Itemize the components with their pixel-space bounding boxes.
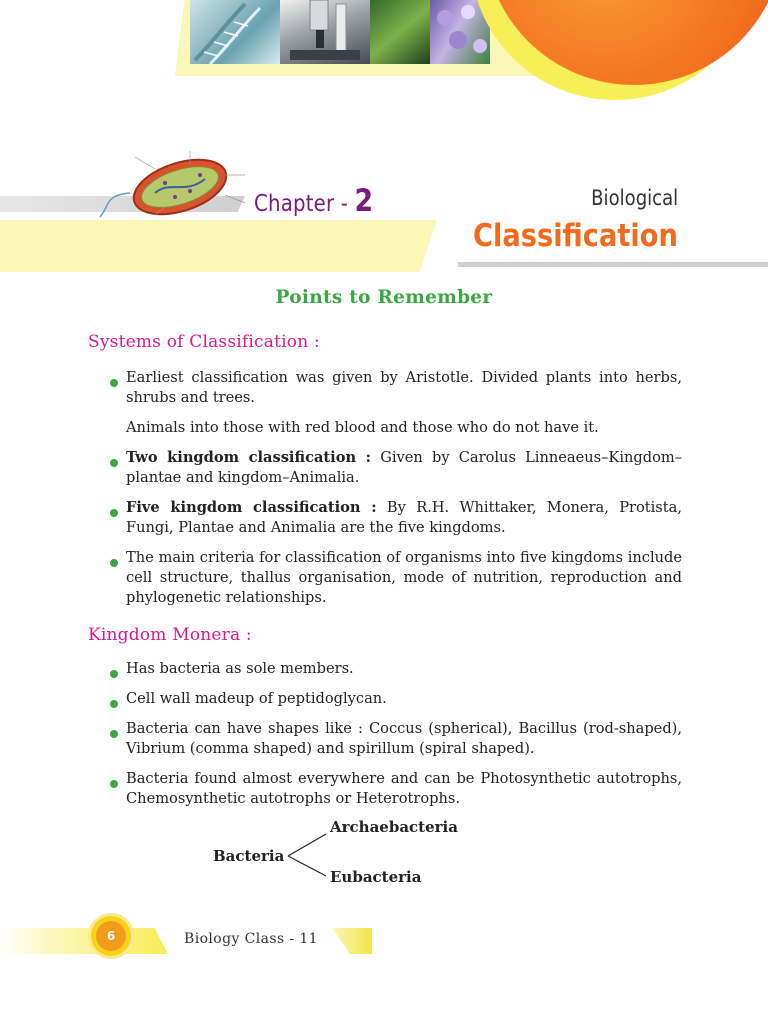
monera-list [110,659,682,809]
bullet-icon [110,700,118,708]
bullet-icon [110,559,118,567]
bullet-icon [110,379,118,387]
list-item [110,689,682,709]
section-heading-monera: Kingdom Monera : [88,625,252,645]
bullet-icon [110,670,118,678]
tree-branch-top-label: Archaebacteria [330,818,458,836]
page-number-badge [88,913,134,959]
term-bold: Five kingdom classification : [126,499,377,516]
list-item-text: Bacteria can have shapes like : Coccus (spherical), Bacillus (rod-shaped), Vibrium (comma shaped) and spirillum (spiral shaped). [126,720,682,757]
tree-root-label: Bacteria [213,847,285,865]
footer-band-right [332,928,372,954]
list-item [110,368,682,408]
points-heading: Points to Remember [275,287,493,308]
chapter-label [254,183,373,219]
list-item-text: Cell wall madeup of peptidoglycan. [126,690,387,707]
list-item-text: Earliest classification was given by Aristotle. Divided plants into herbs, shrubs and trees. [126,369,682,406]
list-item-text: Bacteria found almost everywhere and can be Photosynthetic autotrophs, Chemosynthetic autotrophs or Heterotrophs. [126,770,682,807]
tree-branch-bottom-label: Eubacteria [330,868,422,886]
list-item [110,498,682,538]
chapter-title-line2: Classification [473,218,678,254]
list-item-text: By R.H. Whittaker, Monera, Protista, Fungi, Plantae and Animalia are the five kingdoms. [126,499,682,536]
title-underline [458,262,768,267]
footer-band-left [0,928,168,954]
list-item [110,659,682,679]
list-item-text: Given by Carolus Linneaeus–Kingdom–plantae and kingdom–Animalia. [126,449,682,486]
term-bold: Two kingdom classification : [126,449,372,466]
bacterial-cell-illustration [95,145,265,225]
plants-image [370,0,430,64]
list-item-text: Has bacteria as sole members. [126,660,354,677]
bullet-icon [110,509,118,517]
list-item [110,719,682,759]
bullet-icon [110,730,118,738]
chapter-yellow-band [0,220,437,272]
footer-book-title: Biology Class - 11 [184,931,318,947]
list-item [110,548,682,608]
chapter-number: 2 [354,183,374,219]
list-item-note: Animals into those with red blood and those who do not have it. [126,419,599,436]
list-item [110,448,682,488]
systems-list [110,368,682,608]
bullet-icon [110,780,118,788]
chapter-title-line1: Biological [590,186,678,210]
bullet-icon [110,459,118,467]
list-item [110,769,682,809]
header-photo-strip [190,0,490,64]
page-number: 6 [96,921,126,951]
tree-branch-lines [286,832,330,878]
chapter-prefix: Chapter - [254,191,355,217]
microscope-image [280,0,370,64]
dna-helix-image [190,0,280,64]
section-heading-systems: Systems of Classification : [88,332,320,352]
list-item-text: The main criteria for classification of organisms into five kingdoms include cell structure, thallus organisation, mode of nutrition, reproduction and phylogenetic relationships. [126,549,682,606]
